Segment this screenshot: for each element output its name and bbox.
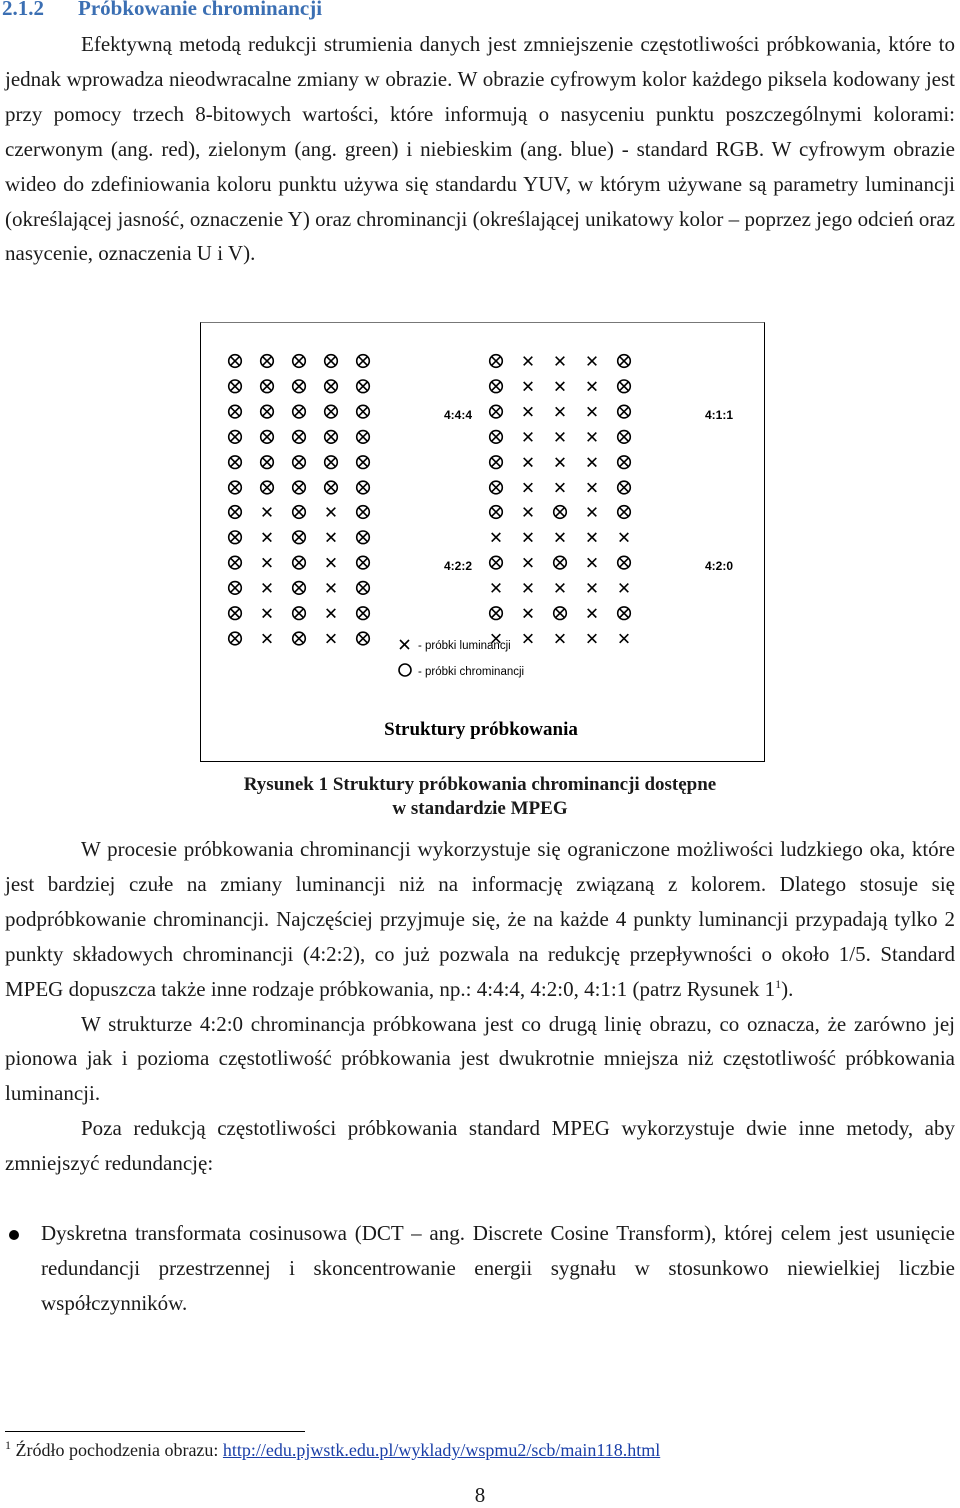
sample-luma-chroma bbox=[229, 582, 242, 595]
footnote-mark: 1 bbox=[5, 1438, 11, 1452]
sample-luma-chroma bbox=[229, 431, 242, 444]
body-paragraphs bbox=[5, 832, 955, 1181]
sample-luma-chroma bbox=[293, 355, 306, 368]
footnote-ref: 1 bbox=[775, 976, 782, 991]
sample-luma bbox=[524, 558, 533, 567]
sample-luma-chroma bbox=[357, 380, 370, 393]
sample-luma-chroma bbox=[618, 607, 631, 620]
sample-luma-chroma bbox=[554, 607, 567, 620]
sample-luma bbox=[263, 584, 272, 593]
sample-luma-chroma bbox=[293, 531, 306, 544]
legend-chroma-label: - próbki chrominancji bbox=[418, 666, 525, 678]
sample-luma bbox=[556, 634, 565, 643]
sample-luma bbox=[524, 458, 533, 467]
sample-luma bbox=[263, 533, 272, 542]
footnote-text: Źródło pochodzenia obrazu: bbox=[15, 1440, 223, 1460]
sample-luma-chroma bbox=[229, 456, 242, 469]
sample-luma-chroma bbox=[325, 380, 338, 393]
sample-luma bbox=[588, 533, 597, 542]
sample-luma-chroma bbox=[261, 380, 274, 393]
sample-luma-chroma bbox=[293, 456, 306, 469]
sample-luma-chroma bbox=[357, 531, 370, 544]
footnote bbox=[5, 1440, 660, 1461]
sample-luma-chroma bbox=[293, 380, 306, 393]
sample-luma bbox=[588, 407, 597, 416]
sample-luma-chroma bbox=[618, 456, 631, 469]
paragraph-subsampling bbox=[5, 832, 955, 1007]
sample-luma-chroma bbox=[325, 355, 338, 368]
sample-luma-chroma bbox=[618, 431, 631, 444]
sample-luma bbox=[327, 609, 336, 618]
label-411: 4:1:1 bbox=[705, 408, 734, 422]
sample-luma bbox=[524, 584, 533, 593]
sample-luma-chroma bbox=[490, 355, 503, 368]
sample-luma-chroma bbox=[554, 556, 567, 569]
label-420: 4:2:0 bbox=[705, 559, 734, 573]
sampling-structures-figure bbox=[200, 322, 765, 762]
sample-luma-chroma bbox=[618, 481, 631, 494]
figure-caption bbox=[150, 773, 810, 821]
sample-luma-chroma bbox=[261, 405, 274, 418]
bullet-icon bbox=[9, 1230, 19, 1240]
sample-luma-chroma bbox=[357, 481, 370, 494]
sample-luma bbox=[588, 357, 597, 366]
section-number: 2.1.2 bbox=[2, 0, 44, 20]
sample-luma bbox=[588, 382, 597, 391]
sample-luma-chroma bbox=[293, 481, 306, 494]
sample-luma bbox=[524, 609, 533, 618]
section-heading bbox=[2, 0, 322, 21]
paragraph-subsampling-end: ). bbox=[781, 976, 794, 1001]
sample-luma-chroma bbox=[229, 380, 242, 393]
sample-luma bbox=[556, 458, 565, 467]
sample-luma bbox=[263, 609, 272, 618]
sample-luma bbox=[263, 634, 272, 643]
sample-luma bbox=[556, 382, 565, 391]
sample-luma-chroma bbox=[357, 456, 370, 469]
sample-luma-chroma bbox=[490, 456, 503, 469]
sample-luma-chroma bbox=[554, 506, 567, 519]
sample-luma bbox=[588, 558, 597, 567]
sample-luma bbox=[524, 407, 533, 416]
sample-luma-chroma bbox=[229, 405, 242, 418]
sample-luma-chroma bbox=[325, 481, 338, 494]
caption-line-2: w standardzie MPEG bbox=[392, 798, 568, 819]
sample-luma bbox=[327, 508, 336, 517]
sample-luma bbox=[556, 357, 565, 366]
sample-luma-chroma bbox=[293, 506, 306, 519]
sample-luma-chroma bbox=[357, 556, 370, 569]
sample-luma-chroma bbox=[357, 632, 370, 645]
sample-luma-chroma bbox=[357, 506, 370, 519]
sample-luma-chroma bbox=[229, 632, 242, 645]
sample-luma bbox=[556, 433, 565, 442]
paragraph-text: Efektywną metodą redukcji strumienia danych jest zmniejszenie częstotliwości próbkowania, które to jednak wprowadza nieodwracalne zmiany w obrazie. W obrazie cyfrowym kolor każdego piksela kodowany jest przy pomocy trzech 8-bitowych wartości, które informują o nasyceniu punktu poszczególnymi kolorami: czerwonym (ang. red), zielonym (ang. green) i niebieskim (ang. blue) - standard RGB. W cyfrowym obrazie wideo do zdefiniowania koloru punktu używa się standardu YUV, w którym używane są parametry luminancji (określającej jasność, oznaczenie Y) oraz chrominancji (określającej unikatowy kolor – poprzez jego odcień oraz nasycenie, oznaczenia U i V). bbox=[5, 32, 955, 266]
sample-luma bbox=[588, 508, 597, 517]
sample-luma-chroma bbox=[325, 405, 338, 418]
sample-luma-chroma bbox=[490, 506, 503, 519]
sampling-diagram bbox=[201, 323, 764, 761]
sample-luma-chroma bbox=[325, 431, 338, 444]
sample-luma-chroma bbox=[618, 405, 631, 418]
sample-luma-chroma bbox=[490, 556, 503, 569]
sample-luma-chroma bbox=[229, 607, 242, 620]
sample-luma-chroma bbox=[357, 355, 370, 368]
sample-luma bbox=[588, 433, 597, 442]
sample-luma bbox=[556, 407, 565, 416]
sample-luma-chroma bbox=[618, 506, 631, 519]
sample-luma bbox=[524, 433, 533, 442]
sample-luma bbox=[327, 634, 336, 643]
intro-paragraph bbox=[5, 27, 955, 271]
sample-luma-chroma bbox=[229, 556, 242, 569]
label-422: 4:2:2 bbox=[444, 559, 473, 573]
sample-luma bbox=[556, 483, 565, 492]
sample-luma bbox=[524, 483, 533, 492]
sample-luma bbox=[588, 634, 597, 643]
sample-luma-chroma bbox=[293, 582, 306, 595]
sample-luma bbox=[492, 584, 501, 593]
sample-luma-chroma bbox=[293, 431, 306, 444]
sample-luma bbox=[492, 533, 501, 542]
figure-title: Struktury próbkowania bbox=[384, 719, 578, 740]
page-number: 8 bbox=[474, 1483, 486, 1507]
paragraph-subsampling-text: W procesie próbkowania chrominancji wykorzystuje się ograniczone możliwości ludzkiego oka, które jest bardziej czułe na zmiany luminancji niż na informację związaną z kolorem. Dlatego stosuje się podpróbkowanie chrominancji. Najczęściej przyjmuje się, że na każde 4 punkty luminancji przypadają tylko 2 punkty składowych chrominancji (4:2:2), co już pozwala na redukcję przepływności o około 1/5. Standard MPEG dopuszcza także inne rodzaje próbkowania, np.: 4:4:4, 4:2:0, 4:1:1 (patrz Rysunek 1 bbox=[5, 837, 955, 1001]
sample-luma-chroma bbox=[618, 556, 631, 569]
sample-luma bbox=[588, 458, 597, 467]
sample-luma-chroma bbox=[229, 506, 242, 519]
sample-luma-chroma bbox=[490, 380, 503, 393]
sample-luma bbox=[620, 533, 629, 542]
paragraph-methods: Poza redukcją częstotliwości próbkowania standard MPEG wykorzystuje dwie inne metody, aby zmniejszyć redundancję: bbox=[5, 1116, 955, 1176]
sample-luma bbox=[327, 584, 336, 593]
sample-luma-chroma bbox=[229, 481, 242, 494]
sample-luma-chroma bbox=[293, 632, 306, 645]
sample-luma-chroma bbox=[261, 431, 274, 444]
sample-luma bbox=[588, 609, 597, 618]
sample-luma-chroma bbox=[229, 355, 242, 368]
sample-luma-chroma bbox=[325, 456, 338, 469]
sample-luma bbox=[524, 508, 533, 517]
sample-luma-chroma bbox=[293, 556, 306, 569]
sample-luma bbox=[327, 533, 336, 542]
sample-luma bbox=[524, 382, 533, 391]
paragraph-420: W strukturze 4:2:0 chrominancja próbkowana jest co drugą linię obrazu, co oznacza, że zarówno jej pionowa jak i pozioma częstotliwość próbkowania jest dwukrotnie mniejsza niż częstotliwość próbkowania luminancji. bbox=[5, 1011, 955, 1106]
bullet-text: Dyskretna transformata cosinusowa (DCT – ang. Discrete Cosine Transform), której celem jest usunięcie redundancji przestrzennej i skoncentrowanie energii sygnału w stosunkowo niewielkiej liczbie współczynników. bbox=[41, 1221, 955, 1315]
sample-luma-chroma bbox=[357, 405, 370, 418]
sample-luma-chroma bbox=[490, 431, 503, 444]
legend-luma-icon bbox=[400, 640, 409, 649]
legend-luma-label: - próbki luminancji bbox=[418, 640, 511, 652]
sample-luma-chroma bbox=[261, 481, 274, 494]
sample-luma-chroma bbox=[261, 456, 274, 469]
sample-luma-chroma bbox=[490, 481, 503, 494]
section-title: Próbkowanie chrominancji bbox=[78, 0, 323, 20]
sample-luma bbox=[327, 558, 336, 567]
sample-luma-chroma bbox=[357, 582, 370, 595]
bullet-item-dct bbox=[5, 1216, 955, 1321]
sample-luma-chroma bbox=[229, 531, 242, 544]
sample-luma bbox=[524, 533, 533, 542]
footnote-separator bbox=[5, 1431, 305, 1432]
sample-luma bbox=[588, 483, 597, 492]
sample-luma bbox=[524, 357, 533, 366]
label-444: 4:4:4 bbox=[444, 408, 473, 422]
sample-luma bbox=[588, 584, 597, 593]
sample-luma-chroma bbox=[357, 607, 370, 620]
sample-luma bbox=[263, 508, 272, 517]
sample-luma-chroma bbox=[293, 607, 306, 620]
footnote-link[interactable]: http://edu.pjwstk.edu.pl/wyklady/wspmu2/scb/main118.html bbox=[222, 1440, 661, 1460]
sample-luma-chroma bbox=[357, 431, 370, 444]
sample-luma bbox=[620, 584, 629, 593]
sample-luma bbox=[556, 584, 565, 593]
sample-luma-chroma bbox=[618, 355, 631, 368]
caption-line-1: Rysunek 1 Struktury próbkowania chrominancji dostępne bbox=[243, 774, 717, 795]
sample-luma-chroma bbox=[293, 405, 306, 418]
sample-luma-chroma bbox=[490, 607, 503, 620]
sample-luma bbox=[263, 558, 272, 567]
sample-luma bbox=[556, 533, 565, 542]
sample-luma bbox=[620, 634, 629, 643]
sample-luma-chroma bbox=[261, 355, 274, 368]
sample-luma bbox=[524, 634, 533, 643]
sample-luma-chroma bbox=[490, 405, 503, 418]
legend-chroma-icon bbox=[399, 664, 411, 676]
sample-luma-chroma bbox=[618, 380, 631, 393]
